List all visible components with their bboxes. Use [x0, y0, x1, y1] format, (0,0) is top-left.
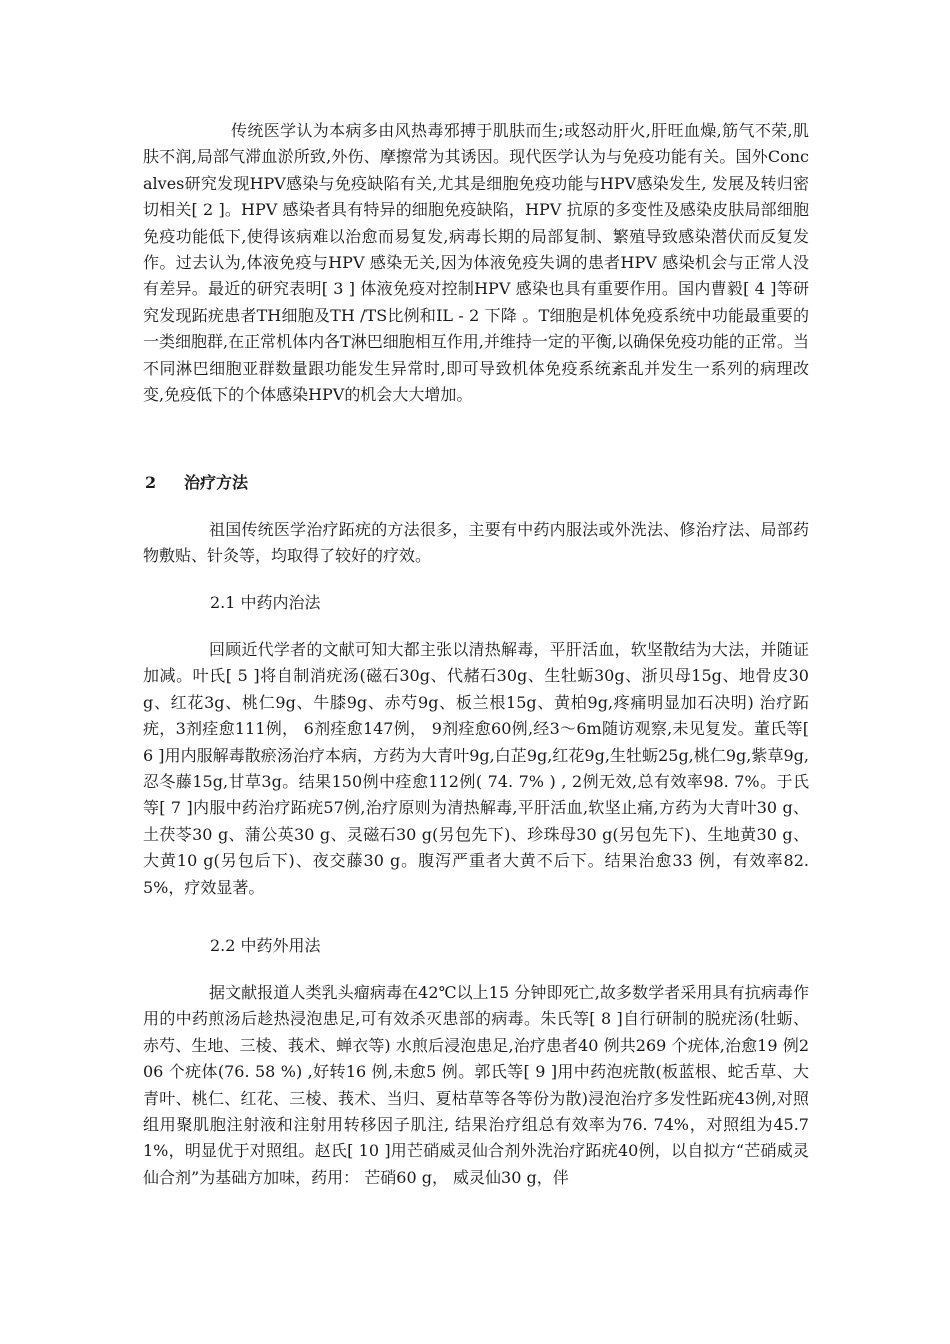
paragraph-immunity: 传统医学认为本病多由风热毒邪搏于肌肤而生;或怒动肝火,肝旺血燥,筋气不荣,肌肤不润,局部气滞血淤所致,外伤、摩擦常为其诱因。现代医学认为与免疫功能有关。国外Concalves研究发现HPV感染与免疫缺陷有关,尤其是细胞免疫功能与HPV感染发生, 发展及转归密切相关[ 2 ]。HPV 感染者具有特异的细胞免疫缺陷，HPV 抗原的多变性及感染皮肤局部细胞免疫功能低下,使得该病难以治愈而易复发,病毒长期的局部复制、繁殖导致感染潜伏而反复发作。过去认为,体液免疫与HPV 感染无关,因为体液免疫失调的患者HPV 感染机会与正常人没有差异。最近的研究表明[ 3 ] 体液免疫对控制HPV 感染也具有重要作用。国内曹毅[ 4 ]等研究发现跖疣患者TH细胞及TH /TS比例和IL - 2 下降 。T细胞是机体免疫系统中功能最重要的一类细胞群,在正常机体内各T淋巴细胞相互作用,并维持一定的平衡,以确保免疫功能的正常。当不同淋巴细胞亚群数量跟功能发生异常时,即可导致机体免疫系统紊乱并发生一系列的病理改变,免疫低下的个体感染HPV的机会大大增加。 — [143, 121, 809, 405]
subsection-heading-internal: 2.1 中药内治法 — [210, 593, 321, 612]
section-number: 2 — [145, 473, 157, 492]
section-title: 治疗方法 — [184, 473, 249, 492]
paragraph-internal-treatment: 回顾近代学者的文献可知大都主张以清热解毒，平肝活血，软坚散结为大法，并随证加减。叶氏[ 5 ]将自制消疣汤(磁石30g、代赭石30g、生牡蛎30g、浙贝母15g、地骨皮30g、红花3g、桃仁9g、牛膝9g、赤芍9g、板兰根15g、黄柏9g,疼痛明显加石决明) 治疗跖疣，3剂痊愈111例， 6剂痊愈147例， 9剂痊愈60例,经3～6m随访观察,未见复发。董氏等[ 6 ]用内服解毒散瘀汤治疗本病，方药为大青叶9g,白芷9g,红花9g,生牡蛎25g,桃仁9g,紫草9g,忍冬藤15g,甘草3g。结果150例中痊愈112例( 74. 7% ) , 2例无效,总有效率98. 7%。于氏等[ 7 ]内服中药治疗跖疣57例,治疗原则为清热解毒,平肝活血,软坚止痛,方药为大青叶30 g、土茯苓30 g、蒲公英30 g、灵磁石30 g(另包先下)、珍珠母30 g(另包先下)、生地黄30 g、大黄10 g(另包后下)、夜交藤30 g。腹泻严重者大黄不后下。结果治愈33 例，有效率82.5%，疗效显著。 — [143, 640, 809, 897]
subsection-heading-external: 2.2 中药外用法 — [210, 936, 321, 955]
paragraph-treatment-intro: 祖国传统医学治疗跖疣的方法很多，主要有中药内服法或外洗法、修治疗法、局部药物敷贴、针灸等，均取得了较好的疗效。 — [143, 520, 809, 566]
paragraph-external-treatment: 据文献报道人类乳头瘤病毒在42℃以上15 分钟即死亡,故多数学者采用具有抗病毒作用的中药煎汤后趁热浸泡患足,可有效杀灭患部的病毒。朱氏等[ 8 ]自行研制的脱疣汤(牡蛎、赤芍、生地、三棱、莪术、蝉衣等) 水煎后浸泡患足,治疗患者40 例共269 个疣体,治愈19 例206 个疣体(76. 58 %) ,好转16 例,未愈5 例。郭氏等[ 9 ]用中药泡疣散(板蓝根、蛇舌草、大青叶、桃仁、红花、三棱、莪术、当归、夏枯草等各等份为散)浸泡治疗多发性跖疣43例,对照组用聚肌胞注射液和注射用转移因子肌注, 结果治疗组总有效率为76. 74%，对照组为45.71%，明显优于对照组。赵氏[ 10 ]用芒硝威灵仙合剂外洗治疗跖疣40例，以自拟方“芒硝威灵仙合剂”为基础方加味，药用： 芒硝60 g， 威灵仙30 g，伴 — [143, 983, 809, 1187]
